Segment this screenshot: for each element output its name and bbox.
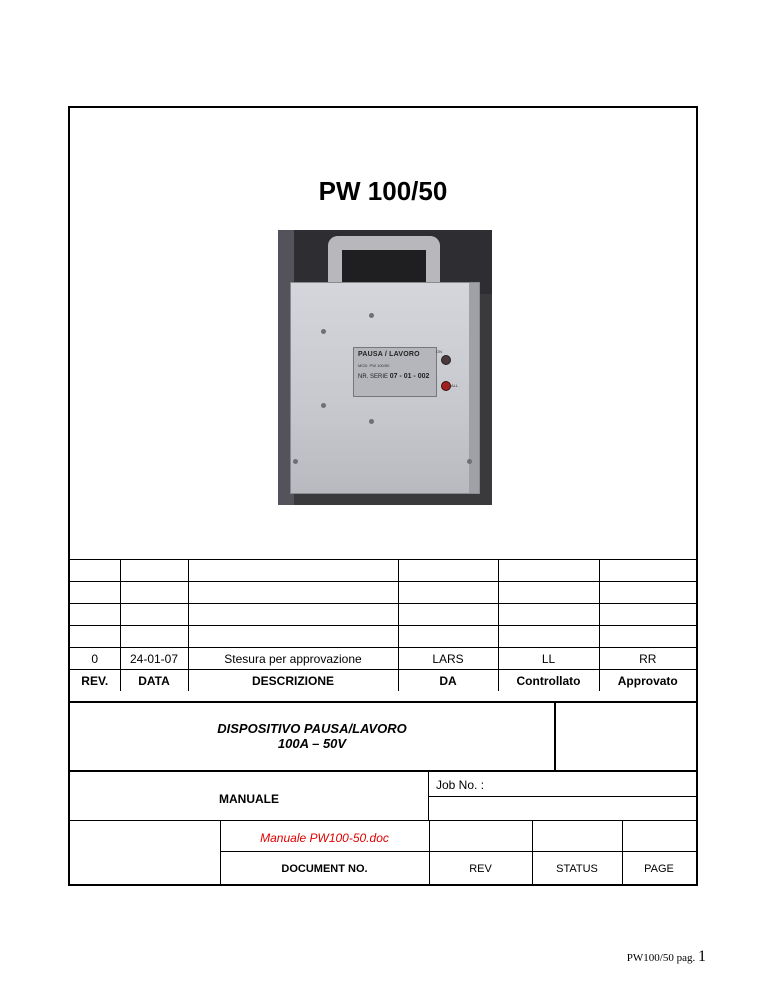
table-cell xyxy=(120,560,188,582)
table-header-cell: DESCRIZIONE xyxy=(188,670,398,692)
table-cell xyxy=(120,604,188,626)
document-filename: Manuale PW100-50.doc xyxy=(260,831,389,845)
table-row xyxy=(70,604,696,626)
table-cell xyxy=(498,560,599,582)
section-divider xyxy=(622,821,623,885)
table-cell xyxy=(599,626,696,648)
table-cell xyxy=(188,560,398,582)
device-title-line1: DISPOSITIVO PAUSA/LAVORO xyxy=(217,721,407,736)
led-on-indicator xyxy=(441,355,451,365)
table-cell: 24-01-07 xyxy=(120,648,188,670)
device-box xyxy=(290,282,480,494)
manual-section xyxy=(70,770,696,820)
table-header-cell: Approvato xyxy=(599,670,696,692)
table-cell xyxy=(70,626,120,648)
document-title: PW 100/50 xyxy=(318,176,448,206)
document-number-label: DOCUMENT NO. xyxy=(281,863,368,875)
table-cell xyxy=(398,560,498,582)
table-cell: LL xyxy=(498,648,599,670)
section-divider xyxy=(220,851,696,852)
status-label: STATUS xyxy=(556,863,598,875)
table-header-cell: DATA xyxy=(120,670,188,692)
table-row xyxy=(70,626,696,648)
table-cell xyxy=(120,582,188,604)
table-header-row xyxy=(70,670,696,692)
plate-serial-line xyxy=(358,373,432,380)
table-cell xyxy=(599,560,696,582)
job-number-label: Job No. : xyxy=(436,778,485,792)
table-row xyxy=(70,582,696,604)
table-cell: RR xyxy=(599,648,696,670)
table-row xyxy=(70,648,696,670)
table-cell xyxy=(498,604,599,626)
page-footer xyxy=(627,948,706,966)
table-cell: LARS xyxy=(398,648,498,670)
table-cell xyxy=(70,582,120,604)
device-photo xyxy=(278,230,492,505)
led-alarm-indicator xyxy=(441,381,451,391)
table-cell: 0 xyxy=(70,648,120,670)
section-divider xyxy=(532,821,533,885)
table-cell xyxy=(188,582,398,604)
table-cell xyxy=(498,582,599,604)
document-number-section xyxy=(70,820,696,884)
section-divider xyxy=(428,796,696,797)
screw xyxy=(321,403,326,408)
table-header-cell: DA xyxy=(398,670,498,692)
table-header-cell: Controllato xyxy=(498,670,599,692)
footer-text: PW100/50 pag. xyxy=(626,952,696,964)
document-frame xyxy=(68,106,698,886)
table-cell xyxy=(398,626,498,648)
section-divider xyxy=(554,703,556,771)
table-cell xyxy=(599,582,696,604)
table-cell: Stesura per approvazione xyxy=(188,648,398,670)
table-cell xyxy=(70,604,120,626)
table-cell xyxy=(599,604,696,626)
table-cell xyxy=(70,560,120,582)
table-cell xyxy=(398,604,498,626)
footer-page-number: 1 xyxy=(698,948,706,965)
plate-serial-number: 07 - 01 - 002 xyxy=(389,373,430,380)
screw xyxy=(293,459,298,464)
table-cell xyxy=(398,582,498,604)
plate-model: MOD. PW 100/50 xyxy=(358,363,390,368)
device-title-section xyxy=(70,701,696,771)
table-header-cell: REV. xyxy=(70,670,120,692)
plate-serial-prefix: NR. SERIE xyxy=(358,374,389,380)
screw xyxy=(467,459,472,464)
screw xyxy=(369,313,374,318)
table-cell xyxy=(120,626,188,648)
table-row xyxy=(70,560,696,582)
screw xyxy=(321,329,326,334)
table-cell xyxy=(188,604,398,626)
table-cell xyxy=(188,626,398,648)
plate-title: PAUSA / LAVORO xyxy=(358,351,420,358)
table-cell xyxy=(498,626,599,648)
page-label: PAGE xyxy=(644,863,674,875)
manual-label: MANUALE xyxy=(219,792,279,806)
led-on-label: ON xyxy=(436,349,442,354)
led-alarm-label: ALL xyxy=(451,383,459,388)
device-title xyxy=(70,721,554,751)
device-label-plate xyxy=(353,347,437,397)
revision-table xyxy=(70,559,696,691)
device-title-line2: 100A – 50V xyxy=(277,736,347,751)
section-divider xyxy=(429,821,430,885)
screw xyxy=(369,419,374,424)
rev-label: REV xyxy=(469,863,492,875)
